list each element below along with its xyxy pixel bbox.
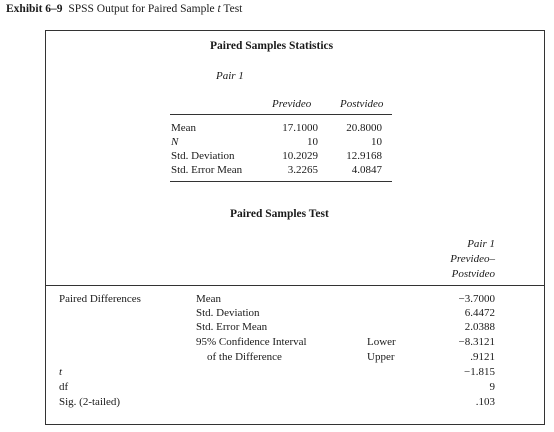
stats-col-prevideo: Prevideo bbox=[272, 98, 312, 110]
stats-row-label: Std. Deviation bbox=[171, 150, 235, 162]
stats-bottom-rule bbox=[170, 181, 392, 182]
test-row-label: Std. Deviation bbox=[196, 307, 260, 319]
test-cell: .103 bbox=[475, 396, 495, 408]
stats-cell: 17.1000 bbox=[282, 122, 318, 134]
test-row-label: 95% Confidence Interval bbox=[196, 336, 307, 348]
test-cell: .9121 bbox=[470, 351, 495, 363]
stats-title: Paired Samples Statistics bbox=[210, 40, 334, 52]
stats-cell: 12.9168 bbox=[346, 150, 382, 162]
stats-cell: 20.8000 bbox=[346, 122, 382, 134]
exhibit-caption-text: SPSS Output for Paired Sample bbox=[68, 3, 218, 15]
test-row-label: Sig. (2-tailed) bbox=[59, 396, 121, 408]
test-col-line2: Postvideo bbox=[451, 268, 495, 280]
stats-cell: 10.2029 bbox=[282, 150, 318, 162]
stats-pair-label: Pair 1 bbox=[216, 70, 244, 82]
test-header-rule bbox=[46, 285, 544, 286]
stats-cell: 4.0847 bbox=[351, 164, 382, 176]
stats-header-rule bbox=[170, 114, 392, 115]
test-cell: −3.7000 bbox=[458, 293, 495, 305]
test-pair-label: Pair 1 bbox=[467, 238, 495, 250]
test-row-label: Std. Error Mean bbox=[196, 321, 268, 333]
test-row-label: df bbox=[59, 381, 69, 393]
stats-row-label: Std. Error Mean bbox=[171, 164, 243, 176]
test-cell: 6.4472 bbox=[464, 307, 495, 319]
test-row-label: of the Difference bbox=[207, 351, 282, 363]
stats-col-postvideo: Postvideo bbox=[340, 98, 384, 110]
stats-cell: 10 bbox=[371, 136, 382, 148]
test-group-label: Paired Differences bbox=[59, 293, 141, 305]
test-row-label: t bbox=[59, 366, 63, 378]
test-cell: −1.815 bbox=[464, 366, 495, 378]
exhibit-caption-suffix: Test bbox=[220, 3, 243, 15]
stats-cell: 10 bbox=[307, 136, 318, 148]
test-row-label: Mean bbox=[196, 293, 222, 305]
stats-row-label: N bbox=[171, 136, 179, 148]
stats-row-label: Mean bbox=[171, 122, 197, 134]
test-ci-lower-label: Lower bbox=[367, 336, 396, 348]
test-cell: 9 bbox=[489, 381, 495, 393]
test-ci-upper-label: Upper bbox=[367, 351, 395, 363]
stats-cell: 3.2265 bbox=[287, 164, 318, 176]
test-cell: −8.3121 bbox=[458, 336, 495, 348]
exhibit-caption bbox=[6, 3, 242, 15]
test-cell: 2.0388 bbox=[464, 321, 495, 333]
test-title: Paired Samples Test bbox=[230, 208, 329, 220]
exhibit-number: Exhibit 6–9 bbox=[6, 3, 63, 15]
exhibit-caption-t: t bbox=[217, 3, 221, 15]
test-col-line1: Prevideo– bbox=[450, 253, 495, 265]
